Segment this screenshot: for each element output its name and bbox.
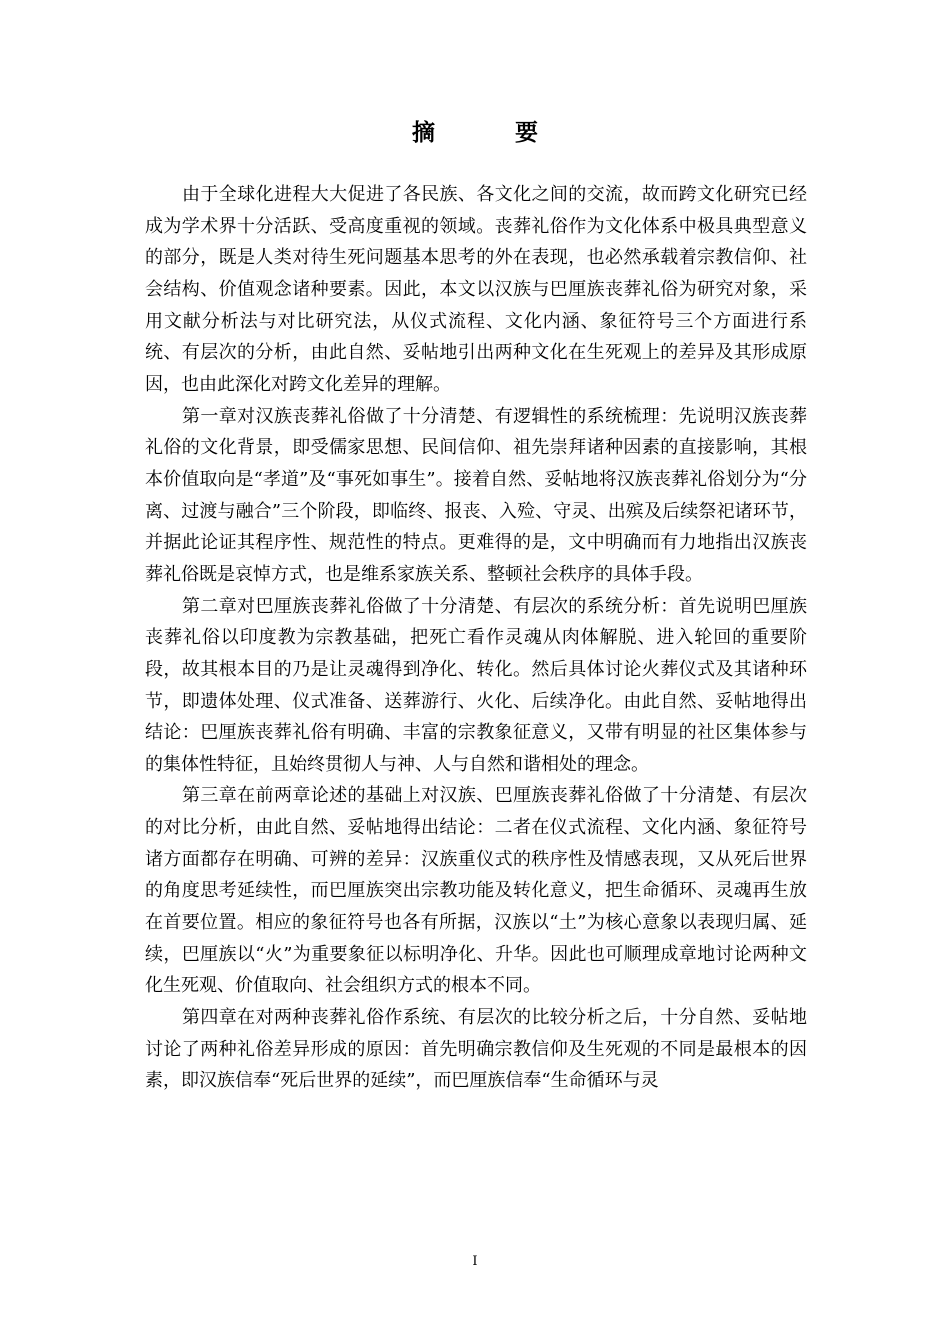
abstract-paragraph-chapter-4: 第四章在对两种丧葬礼俗作系统、有层次的比较分析之后，十分自然、妥帖地讨论了两种礼俗差异形成的原因：首先明确宗教信仰及生死观的不同是最根本的因素，即汉族信奉“死后世界的延续”，而巴厘族信奉“生命循环与灵	[145, 1007, 807, 1092]
abstract-body	[145, 179, 807, 1097]
abstract-paragraph-chapter-2: 第二章对巴厘族丧葬礼俗做了十分清楚、有层次的系统分析：首先说明巴厘族丧葬礼俗以印度教为宗教基础，把死亡看作灵魂从肉体解脱、进入轮回的重要阶段，故其根本目的乃是让灵魂得到净化、转化。然后具体讨论火葬仪式及其诸种环节，即遗体处理、仪式准备、送葬游行、火化、后续净化。由此自然、妥帖地得出结论：巴厘族丧葬礼俗有明确、丰富的宗教象征意义，又带有明显的社区集体参与的集体性特征，且始终贯彻人与神、人与自然和谐相处的理念。	[145, 595, 807, 775]
abstract-paragraph-chapter-3: 第三章在前两章论述的基础上对汉族、巴厘族丧葬礼俗做了十分清楚、有层次的对比分析，由此自然、妥帖地得出结论：二者在仪式流程、文化内涵、象征符号诸方面都存在明确、可辨的差异：汉族重仪式的秩序性及情感表现，又从死后世界的角度思考延续性，而巴厘族突出宗教功能及转化意义，把生命循环、灵魂再生放在首要位置。相应的象征符号也各有所据，汉族以“土”为核心意象以表现归属、延续，巴厘族以“火”为重要象征以标明净化、升华。因此也可顺理成章地讨论两种文化生死观、价值取向、社会组织方式的根本不同。	[145, 785, 807, 997]
page-number: I	[472, 1254, 478, 1269]
abstract-paragraph-chapter-1: 第一章对汉族丧葬礼俗做了十分清楚、有逻辑性的系统梳理：先说明汉族丧葬礼俗的文化背景，即受儒家思想、民间信仰、祖先崇拜诸种因素的直接影响，其根本价值取向是“孝道”及“事死如事生”。接着自然、妥帖地将汉族丧葬礼俗划分为“分离、过渡与融合”三个阶段，即临终、报丧、入殓、守灵、出殡及后续祭祀诸环节，并据此论证其程序性、规范性的特点。更难得的是，文中明确而有力地指出汉族丧葬礼俗既是哀悼方式，也是维系家族关系、整顿社会秩序的具体手段。	[145, 405, 807, 585]
abstract-paragraph-intro: 由于全球化进程大大促进了各民族、各文化之间的交流，故而跨文化研究已经成为学术界十分活跃、受高度重视的领域。丧葬礼俗作为文化体系中极具典型意义的部分，既是人类对待生死问题基本思考的外在表现，也必然承载着宗教信仰、社会结构、价值观念诸种要素。因此，本文以汉族与巴厘族丧葬礼俗为研究对象，采用文献分析法与对比研究法，从仪式流程、文化内涵、象征符号三个方面进行系统、有层次的分析，由此自然、妥帖地引出两种文化在生死观上的差异及其形成原因，也由此深化对跨文化差异的理解。	[145, 184, 807, 395]
abstract-title: 摘 要	[411, 120, 574, 146]
